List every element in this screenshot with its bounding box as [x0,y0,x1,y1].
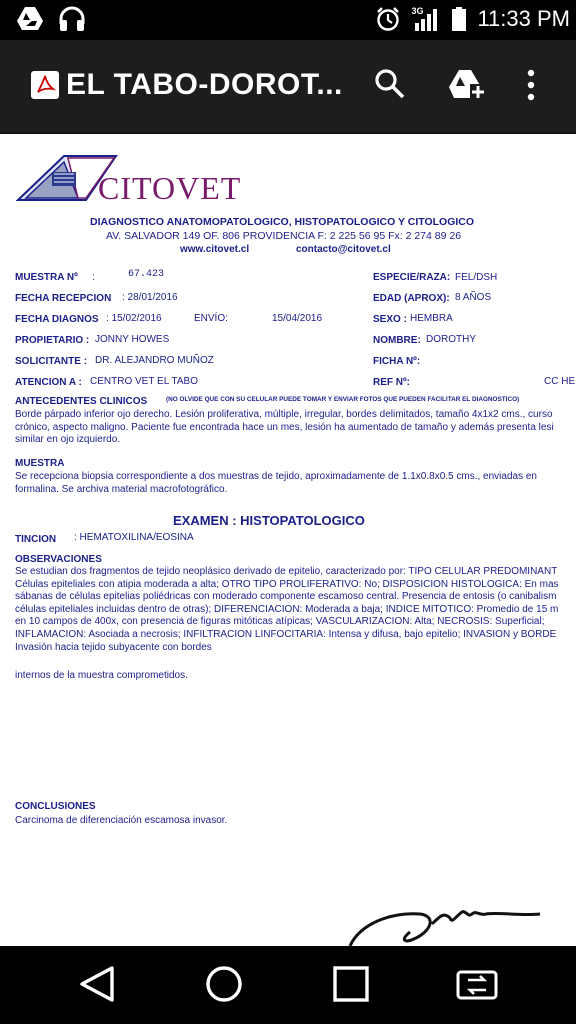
network-type: 3G [411,6,424,16]
status-bar [0,0,576,40]
clock: 11:33 PM [477,6,570,31]
nombre-label: NOMBRE: [373,335,421,346]
observaciones-heading: OBSERVACIONES [15,554,102,565]
signature-image [340,894,570,946]
atencion-value: CENTRO VET EL TABO [90,376,198,387]
muestra-colon: : [92,272,95,283]
especie-label: ESPECIE/RAZA: [373,272,451,283]
search-icon[interactable] [374,68,406,100]
fecha-diagnos-value: : 15/02/2016 [106,313,162,324]
tincion-label: TINCION [15,534,57,545]
home-icon[interactable] [204,964,244,1004]
lab-email[interactable]: contacto@citovet.cl [296,244,391,255]
fecha-recepcion-value: : 28/01/2016 [122,292,178,303]
sexo-value: HEMBRA [410,313,453,324]
drive-add-icon[interactable] [448,68,486,102]
fecha-diagnos-label: FECHA DIAGNOS [15,314,99,325]
examen-heading: EXAMEN : HISTOPATOLOGICO [173,513,365,528]
battery-icon [451,6,467,32]
lab-header: DIAGNOSTICO ANATOMOPATOLOGICO, HISTOPATOLOGICO Y CITOLOGICO [90,216,475,228]
envio-value: 15/04/2016 [272,313,323,324]
solicitante-value: DR. ALEJANDRO MUÑOZ [95,355,214,366]
ficha-label: FICHA Nº: [373,356,421,367]
signal-icon [411,6,441,32]
overflow-menu-icon[interactable] [524,68,538,102]
lab-address: AV. SALVADOR 149 OF. 806 PROVIDENCIA F: 2 225 56 95 Fx: 2 274 89 26 [106,230,462,242]
navigation-bar [0,946,576,1024]
propietario-label: PROPIETARIO : [15,335,90,346]
headphones-icon [58,6,86,32]
solicitante-label: SOLICITANTE : [15,356,88,367]
nombre-value: DOROTHY [426,334,476,345]
sexo-label: SEXO : [373,314,407,325]
drive-icon [16,6,44,32]
antecedentes-note: (NO OLVIDE QUE CON SU CELULAR PUEDE TOMAR Y ENVIAR FOTOS QUE PUEDEN FACILITAR EL DIAGNOSTICO) [166,396,520,403]
fecha-recepcion-label: FECHA RECEPCION [15,293,112,304]
envio-label: ENVÍO: [194,313,228,324]
edad-value: 8 AÑOS [455,292,492,303]
antecedentes-heading: ANTECEDENTES CLINICOS [15,396,148,407]
conclusiones-text: Carcinoma de diferenciación escamosa invasor. [15,815,228,826]
pdf-page[interactable] [0,134,576,946]
ref-value: CC HE [544,376,576,387]
propietario-value: JONNY HOWES [95,334,170,345]
muestra-heading: MUESTRA [15,458,65,469]
observaciones-text-cont: internos de la muestra comprometidos. [15,670,188,681]
app-bar [0,40,576,134]
recents-icon[interactable] [332,964,370,1004]
observaciones-text: Se estudian dos fragmentos de tejido neoplásico derivado de epitelio, caracterizado por: TIPO CELULAR PREDOMINANT Células epiteliales con atipia moderada a alta; OTRO TIPO PROLIFERATIVO: No; DISPOSICION HISTOLOGICA: En mas sábanas de células epitelias poliédricas con moderado componente escamoso central. Presencia de entosis (o canibalism células epiteliales incluidas dentro de otras); DIFERENCIACION: Moderada a baja; INDICE MITOTICO: Promedio de 15 m en 10 campos de 400x, con presencia de figuras mitóticas atípicas; VASCULARIZACION: Alta; NECROSIS: Superficial; INFLAMACION: Asociada a necrosis; INFILTRACION LINFOCITARIA: Intensa y difusa, bajo epitelio; INVASION y BORDE Invasión hacia tejido subyacente con bordes [15,566,559,653]
logo-text: CITOVET [98,170,242,206]
tincion-value: : HEMATOXILINA/EOSINA [74,532,194,543]
atencion-label: ATENCION A : [15,377,82,388]
muestra-label: MUESTRA Nº [15,272,78,283]
especie-value: FEL/DSH [455,272,498,283]
muestra-text: Se recepciona biopsia correspondiente a dos muestras de tejido, aproximadamente de 1.1x0.8x0.5 cms., enviadas en formalina. Se archiva material macrofotográfico. [15,471,537,495]
pdf-icon [30,70,60,100]
lab-website[interactable]: www.citovet.cl [180,244,250,255]
ref-label: REF Nº: [373,377,410,388]
alarm-icon [375,6,401,32]
back-icon[interactable] [78,964,116,1004]
muestra-value: 67.423 [128,269,165,280]
conclusiones-heading: CONCLUSIONES [15,801,96,812]
antecedentes-text: Borde párpado inferior ojo derecho. Lesión proliferativa, múltiple, irregular, bordes delimitados, tamaño 4x1x2 cms., curso crónico, aspecto maligno. Paciente fue encontrada hace un mes, lesión ha aumentado de tamaño y además presenta lesi similar en ojo izquierdo. [15,409,554,446]
document-title: EL TABO-DOROT... [66,68,343,101]
screen-rotate-icon[interactable] [454,964,500,1004]
edad-label: EDAD (APROX): [373,293,450,304]
